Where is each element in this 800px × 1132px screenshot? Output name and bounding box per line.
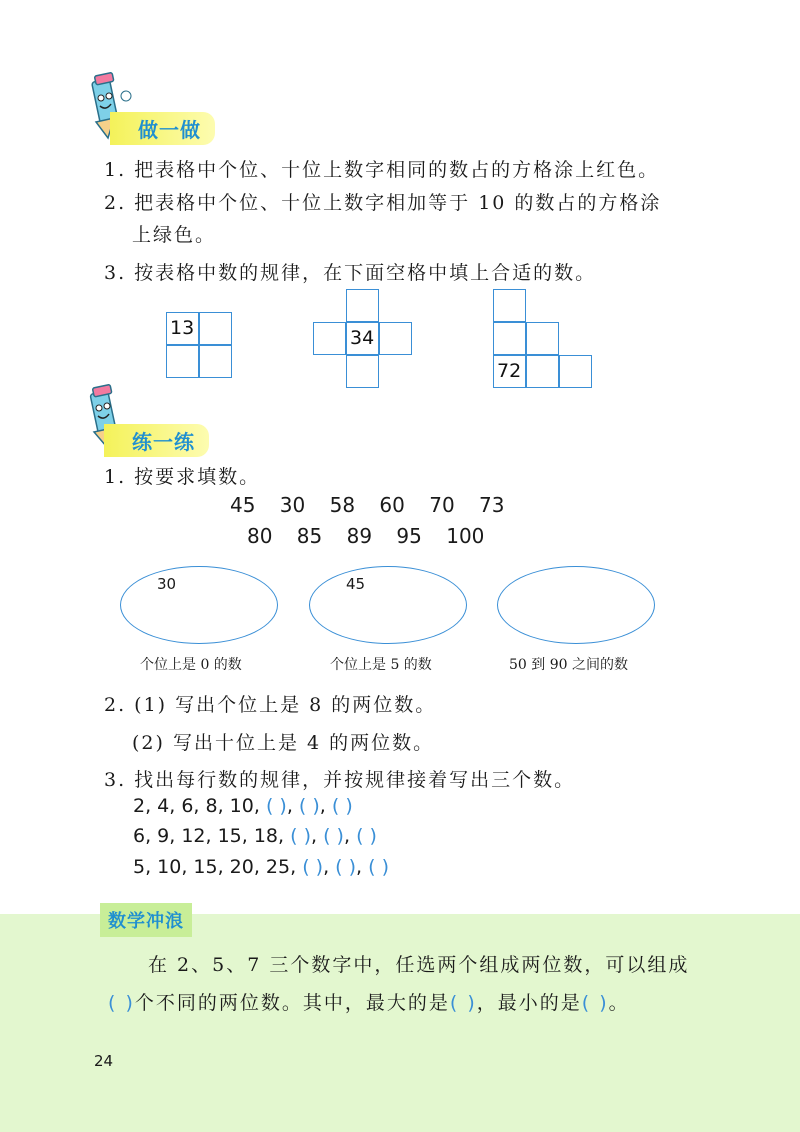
oval-caption: 个位上是 5 的数 bbox=[330, 657, 432, 673]
practice-q1: 1. 按要求填数。 bbox=[104, 466, 261, 488]
oval-caption: 个位上是 0 的数 bbox=[140, 657, 242, 673]
separator: , bbox=[311, 825, 318, 847]
sequence-values: 6, 9, 12, 15, 18, bbox=[133, 825, 285, 847]
practice-q2b: (2) 写出十位上是 4 的两位数。 bbox=[132, 732, 435, 754]
oval-value: 45 bbox=[346, 575, 366, 593]
grid-cell[interactable] bbox=[526, 322, 559, 355]
grid-cell[interactable] bbox=[493, 322, 526, 355]
grid-cell: 72 bbox=[493, 355, 526, 388]
oval-ones-zero[interactable] bbox=[120, 566, 278, 644]
oval-value: 30 bbox=[157, 575, 177, 593]
answer-blank[interactable]: ( ) bbox=[331, 795, 353, 817]
separator: , bbox=[323, 856, 330, 878]
task-1: 1. 把表格中个位、十位上数字相同的数占的方格涂上红色。 bbox=[104, 159, 660, 181]
answer-blank[interactable]: ( ) bbox=[265, 795, 287, 817]
answer-blank[interactable]: ( ) bbox=[298, 795, 320, 817]
sequence-row-1 bbox=[133, 795, 353, 817]
separator: , bbox=[286, 795, 293, 817]
section-badge-do: 做一做 bbox=[110, 112, 215, 145]
grid-cell[interactable] bbox=[346, 289, 379, 322]
number-row-1: 45 30 58 60 70 73 bbox=[230, 493, 505, 517]
surf-line-1: 在 2、5、7 三个数字中，任选两个组成两位数，可以组成 bbox=[148, 954, 690, 976]
separator: , bbox=[356, 856, 363, 878]
grid-cell[interactable] bbox=[526, 355, 559, 388]
answer-blank[interactable]: ( ) bbox=[368, 856, 390, 878]
surf-line-2 bbox=[108, 988, 630, 1015]
number-row-2: 80 85 89 95 100 bbox=[247, 524, 485, 548]
surf-text: 个不同的两位数。其中，最大的是 bbox=[134, 992, 450, 1014]
grid-cell[interactable] bbox=[559, 355, 592, 388]
answer-blank[interactable]: ( ) bbox=[302, 856, 324, 878]
grid-cell: 34 bbox=[346, 322, 379, 355]
answer-blank[interactable]: ( ) bbox=[581, 992, 609, 1014]
oval-50-to-90[interactable] bbox=[497, 566, 655, 644]
sequence-row-2 bbox=[133, 825, 377, 847]
grid-cell[interactable] bbox=[199, 345, 232, 378]
answer-blank[interactable]: ( ) bbox=[356, 825, 377, 847]
answer-blank[interactable]: ( ) bbox=[290, 825, 311, 847]
sequence-row-3 bbox=[133, 856, 389, 878]
surf-text: 。 bbox=[608, 992, 630, 1014]
oval-caption: 50 到 90 之间的数 bbox=[509, 657, 628, 673]
separator: , bbox=[343, 825, 351, 847]
page-number: 24 bbox=[94, 1052, 114, 1070]
surf-text: ，最小的是 bbox=[476, 992, 582, 1014]
grid-cell[interactable] bbox=[313, 322, 346, 355]
answer-blank[interactable]: ( ) bbox=[108, 992, 135, 1014]
answer-blank[interactable]: ( ) bbox=[335, 856, 357, 878]
answer-blank[interactable]: ( ) bbox=[449, 992, 477, 1014]
surf-badge: 数学冲浪 bbox=[100, 903, 192, 937]
sequence-values: 5, 10, 15, 20, 25, bbox=[133, 856, 297, 878]
task-3: 3. 按表格中数的规律，在下面空格中填上合适的数。 bbox=[104, 262, 597, 284]
answer-blank[interactable]: ( ) bbox=[323, 825, 344, 847]
practice-q2a: 2. (1) 写出个位上是 8 的两位数。 bbox=[104, 694, 437, 716]
grid-cell[interactable] bbox=[379, 322, 412, 355]
grid-cell[interactable] bbox=[493, 289, 526, 322]
surf-panel bbox=[0, 914, 800, 1132]
section-badge-practice: 练一练 bbox=[104, 424, 209, 457]
grid-cell[interactable] bbox=[166, 345, 199, 378]
grid-cell[interactable] bbox=[346, 355, 379, 388]
task-2-cont: 上绿色。 bbox=[132, 224, 217, 246]
practice-q3: 3. 找出每行数的规律，并按规律接着写出三个数。 bbox=[104, 769, 576, 791]
grid-cell[interactable] bbox=[199, 312, 232, 345]
task-2: 2. 把表格中个位、十位上数字相加等于 10 的数占的方格涂 bbox=[104, 192, 662, 214]
separator: , bbox=[319, 795, 326, 817]
sequence-values: 2, 4, 6, 8, 10, bbox=[133, 795, 260, 817]
grid-cell: 13 bbox=[166, 312, 199, 345]
oval-ones-five[interactable] bbox=[309, 566, 467, 644]
